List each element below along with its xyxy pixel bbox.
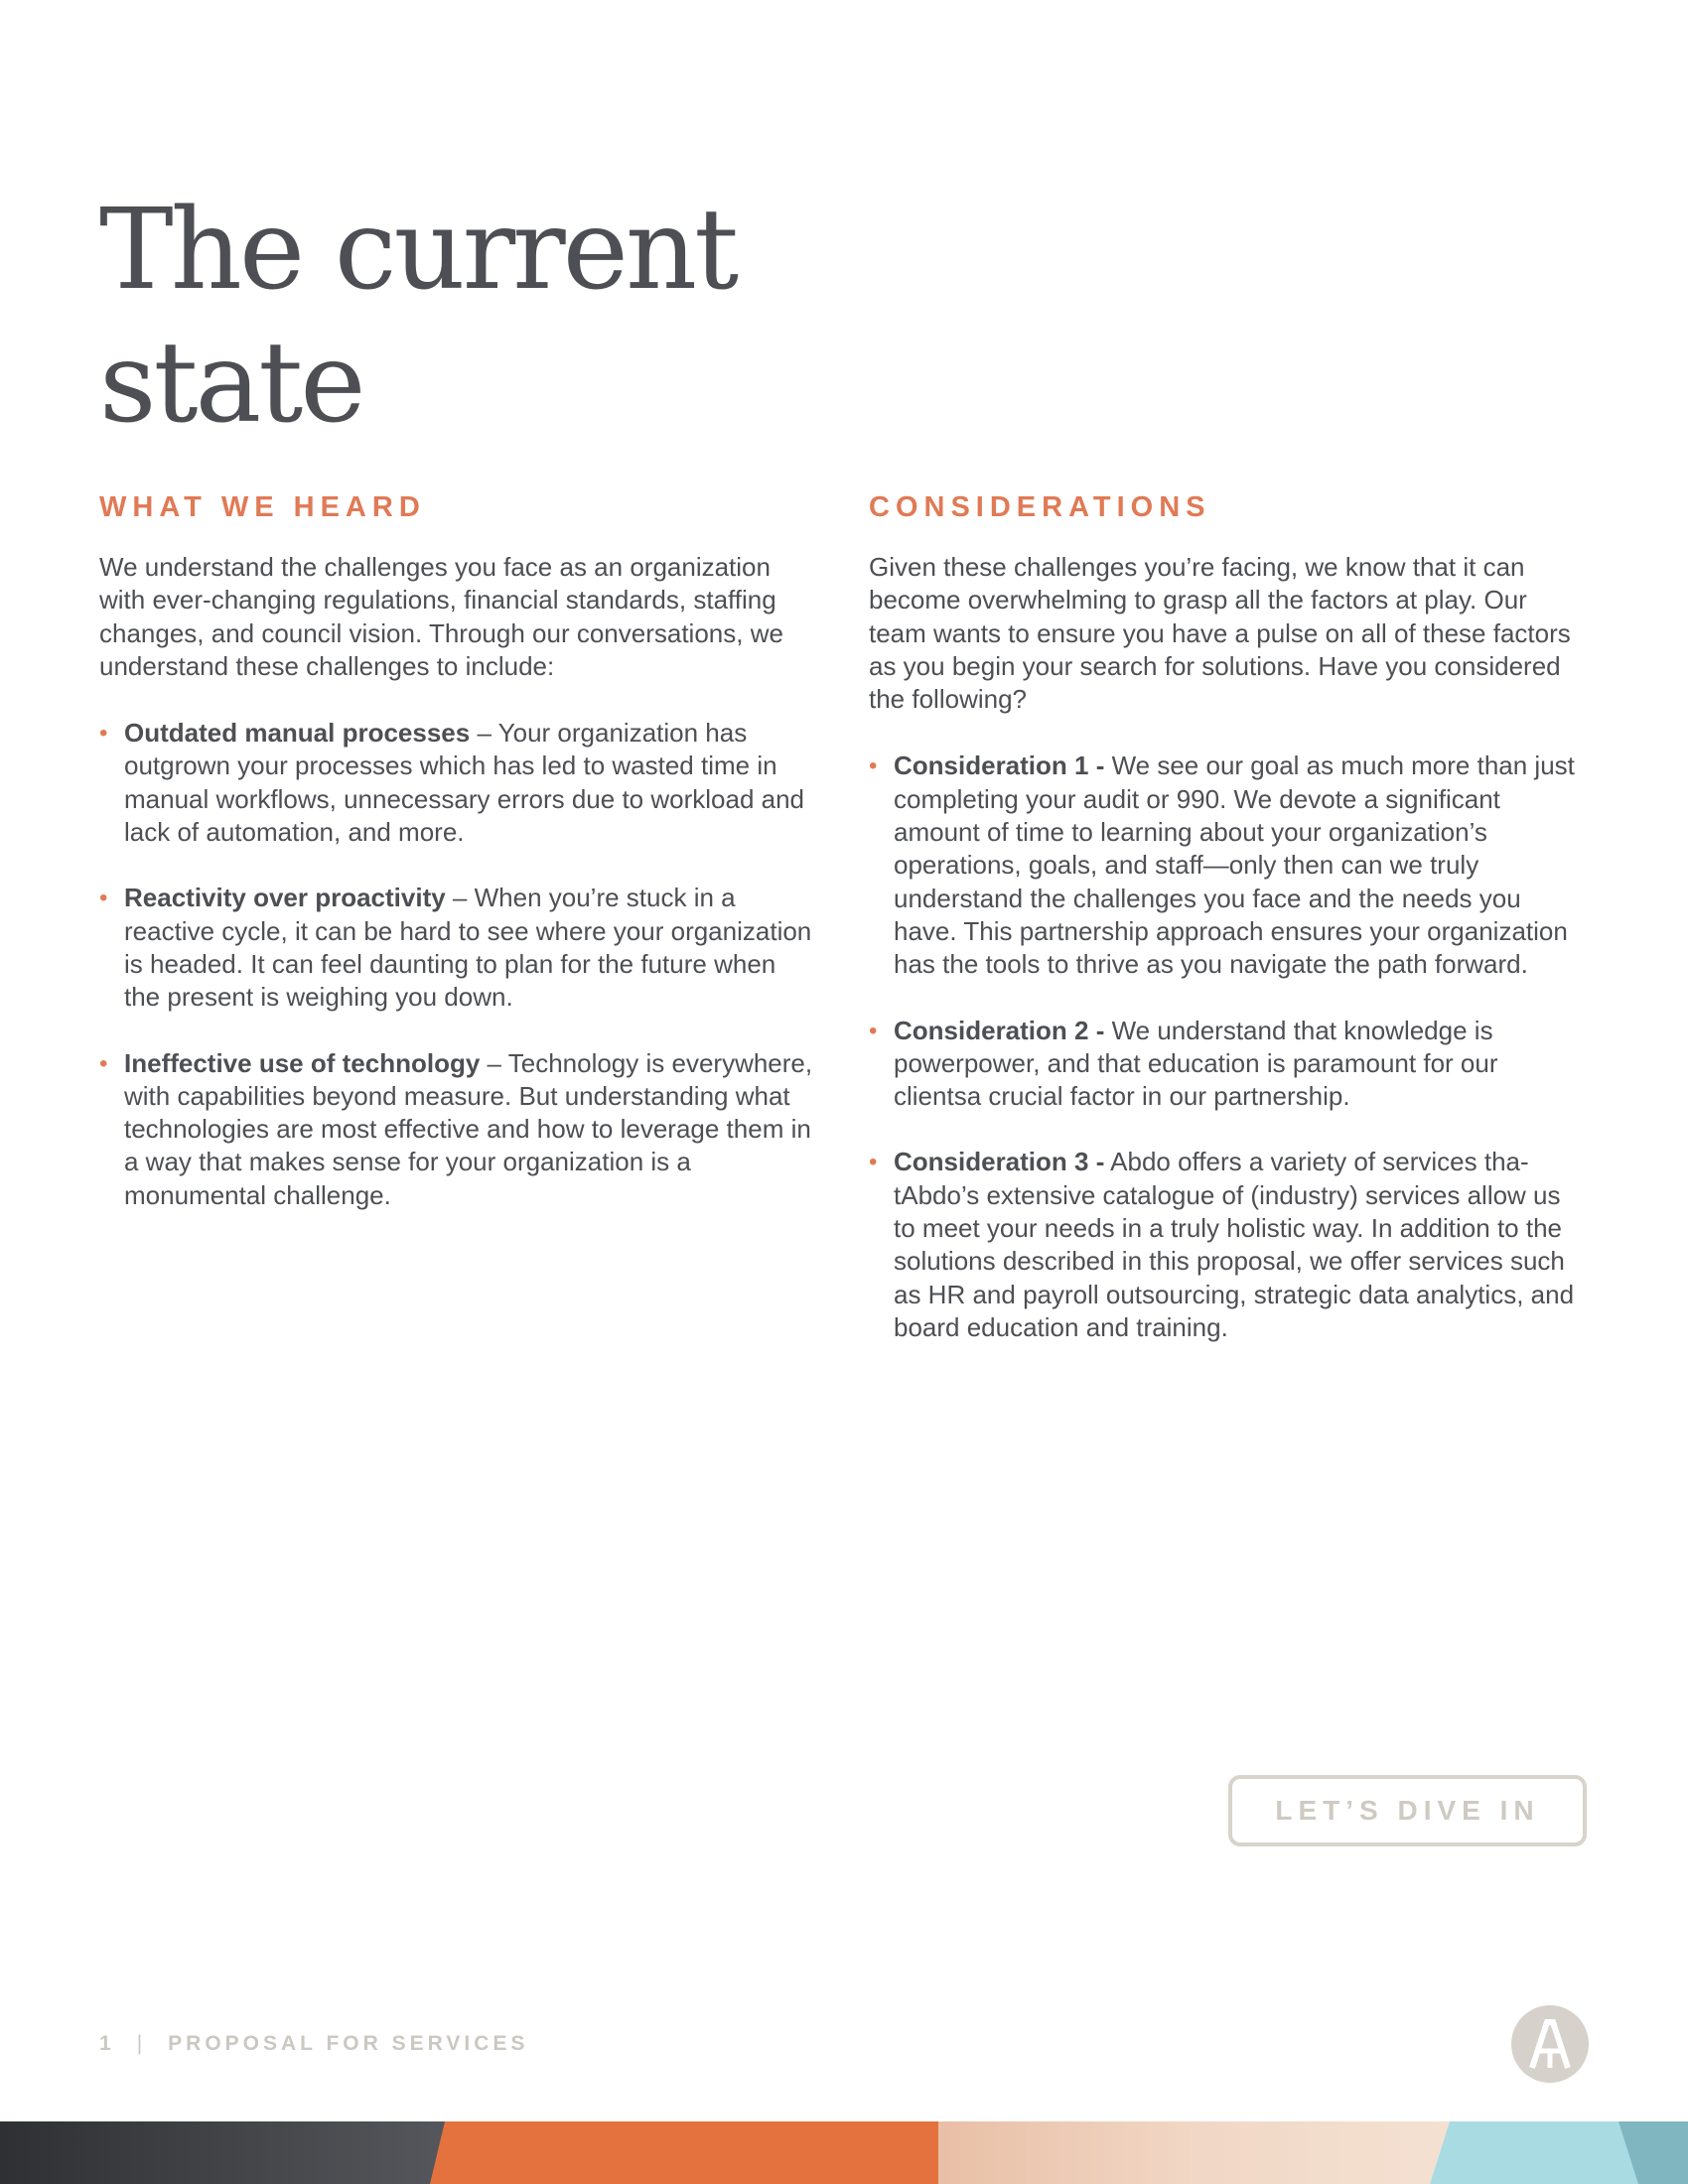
what-we-heard-section [99,489,814,1245]
list-item [99,717,814,849]
page-footer [99,2032,528,2056]
list-item-title: Consideration 3 - [894,1147,1105,1177]
list-item [869,750,1589,981]
challenges-list [99,717,814,1212]
bullet-dot-icon: • [869,1017,878,1044]
what-we-heard-intro: We understand the challenges you face as an organization with ever-changing regulations, financial standards, staffing changes, and council vision. Through our conversations, we understand these challenges to include: [99,552,783,681]
page-title [99,184,993,450]
bullet-dot-icon: • [99,885,108,912]
list-item [869,1146,1589,1344]
footer-separator: | [136,2032,147,2055]
what-we-heard-heading: WHAT WE HEARD [99,491,426,523]
abdo-logo-icon [1511,2005,1589,2083]
list-item [99,1047,814,1212]
page-title-line-2: state [99,319,363,448]
bullet-dot-icon: • [99,1049,108,1077]
list-item [869,1015,1589,1114]
considerations-heading: CONSIDERATIONS [869,491,1211,523]
stripe-orange-segment [430,2121,938,2184]
page-title-line-1: The current [99,186,737,315]
list-item-text: – Your organization has outgrown your processes which has led to wasted time in manual workflows, unnecessary errors due to workload and lack of automation, and more. [124,718,805,848]
lets-dive-in-button[interactable]: LET’S DIVE IN [1228,1775,1587,1846]
considerations-intro: Given these challenges you’re facing, we know that it can become overwhelming to grasp all the factors at play. Our team wants to ensure you have a pulse on all of these factors as you begin your search for solutions. Have you considered the following? [869,552,1571,715]
stripe-peach-segment [938,2121,1450,2184]
logo-a-glyph-icon [1526,2018,1574,2070]
footer-label: PROPOSAL FOR SERVICES [168,2032,529,2055]
stripe-dark-segment [0,2121,447,2184]
list-item-title: Reactivity over proactivity [124,883,446,913]
list-item [99,882,814,1014]
considerations-list [869,750,1589,1344]
list-item-text: – When you’re stuck in a reactive cycle, it can be hard to see where your organization is headed. It can feel daunting to plan for the future when the present is weighing you down. [124,883,812,1013]
list-item-title: Consideration 2 - [894,1015,1105,1045]
considerations-section [869,489,1589,1377]
bullet-dot-icon: • [869,752,878,780]
list-item-text: We see our goal as much more than just completing your audit or 990. We devote a significant amount of time to learning about your organization’s operations, goals, and staff—only then can we truly understand the challenges you face and the needs you have. This partnership approach ensures your organization has the tools to thrive as you navigate the path forward. [894,751,1575,980]
list-item-title: Outdated manual processes [124,718,471,749]
bullet-dot-icon: • [99,720,108,748]
page-number: 1 [99,2032,115,2055]
list-item-text: Abdo offers a variety of services thatAbdo’s extensive catalogue of (industry) services allow us to meet your needs in a truly holistic way. In addition to the solutions described in this proposal, we offer services such as HR and payroll outsourcing, strategic data analytics, and board education and training. [894,1147,1575,1342]
list-item-text: We understand that knowledge is powerpower, and that education is paramount for our clientsa crucial factor in our partnership. [894,1015,1498,1112]
decorative-color-stripe [0,2121,1688,2184]
list-item-title: Consideration 1 - [894,751,1105,781]
bullet-dot-icon: • [869,1149,878,1176]
list-item-title: Ineffective use of technology [124,1047,481,1078]
list-item-text: – Technology is everywhere, with capabilities beyond measure. But understanding what technologies are most effective and how to leverage them in a way that makes sense for your organization is a monumental challenge. [124,1047,813,1210]
